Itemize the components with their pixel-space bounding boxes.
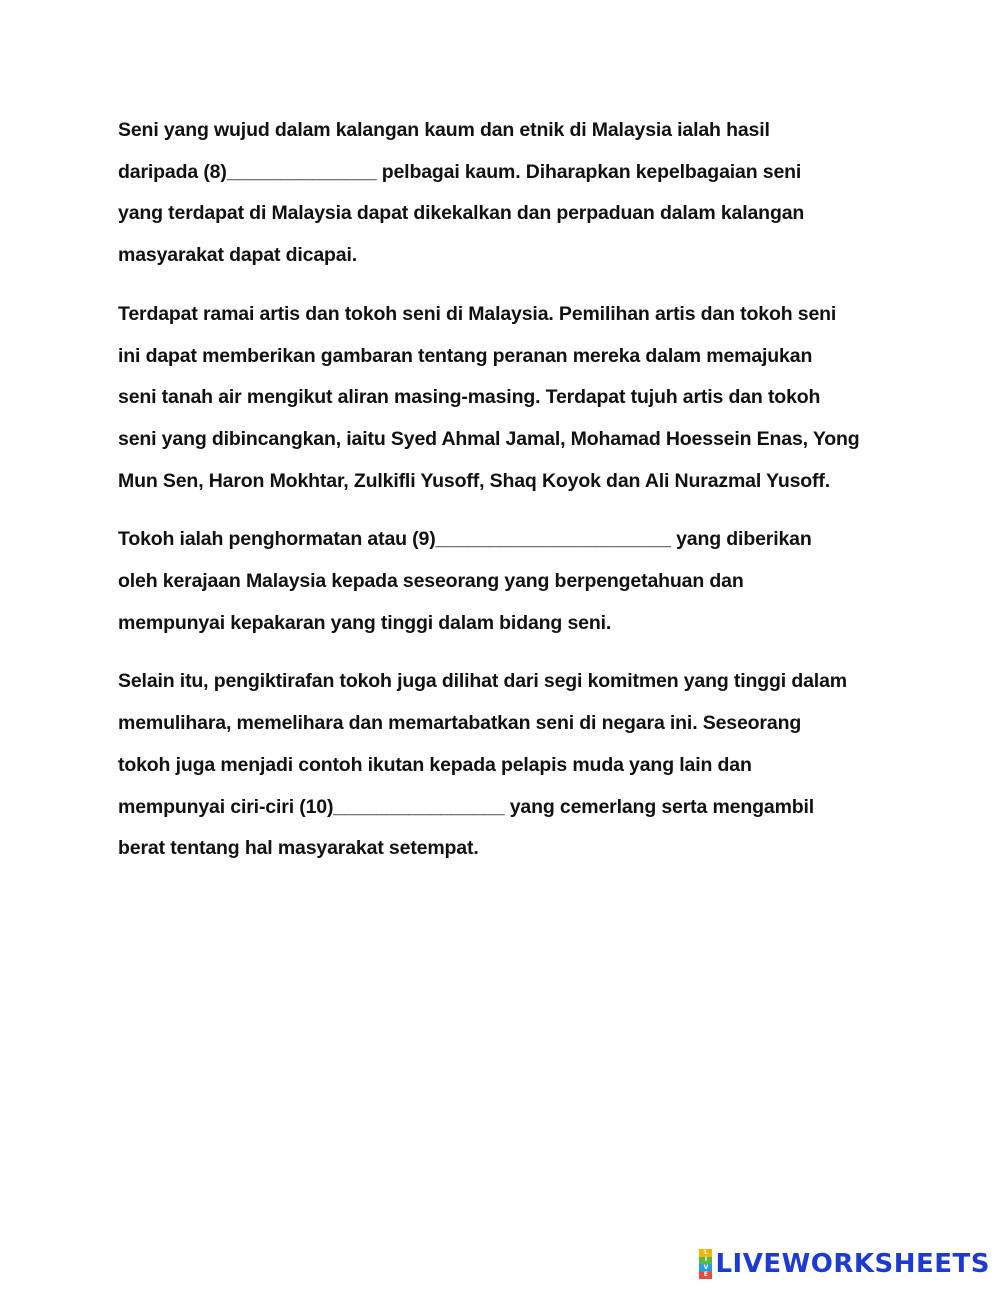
text-line: mempunyai kepakaran yang tinggi dalam bidang seni. bbox=[118, 611, 612, 634]
live-mark-icon bbox=[699, 1249, 712, 1279]
text-line: memulihara, memelihara dan memartabatkan seni di negara ini. Seseorang bbox=[118, 712, 802, 735]
text-line: Selain itu, pengiktirafan tokoh juga dilihat dari segi komitmen yang tinggi dalam bbox=[118, 670, 847, 693]
text-line: tokoh juga menjadi contoh ikutan kepada pelapis muda yang lain dan bbox=[118, 753, 752, 776]
text-line: yang terdapat di Malaysia dapat dikekalkan dan perpaduan dalam kalangan bbox=[118, 202, 805, 225]
text-line: berat tentang hal masyarakat setempat. bbox=[118, 837, 479, 860]
text-line: masyarakat dapat dicapai. bbox=[118, 244, 358, 267]
text-line: Seni yang wujud dalam kalangan kaum dan etnik di Malaysia ialah hasil bbox=[118, 119, 770, 141]
text-line: oleh kerajaan Malaysia kepada seseorang yang berpengetahuan dan bbox=[118, 570, 744, 593]
mark-letter-l: L bbox=[699, 1249, 712, 1257]
paragraph-2 bbox=[118, 294, 888, 503]
liveworksheets-logo bbox=[699, 1247, 990, 1281]
mark-letter-v: V bbox=[699, 1264, 712, 1272]
paragraph-1 bbox=[118, 110, 888, 277]
paragraph-4 bbox=[118, 661, 888, 870]
text-line: Terdapat ramai artis dan tokoh seni di Malaysia. Pemilihan artis dan tokoh seni bbox=[118, 302, 837, 325]
paragraph-3 bbox=[118, 519, 888, 644]
text-line: Mun Sen, Haron Mokhtar, Zulkifli Yusoff, Shaq Koyok dan Ali Nurazmal Yusoff. bbox=[118, 469, 831, 492]
text-line: ini dapat memberikan gambaran tentang peranan mereka dalam memajukan bbox=[118, 344, 813, 367]
logo-text: LIVEWORKSHEETS bbox=[715, 1249, 990, 1279]
text-line-with-blank-8[interactable]: daripada (8)______________ pelbagai kaum. Diharapkan kepelbagaian seni bbox=[118, 160, 802, 183]
text-line-with-blank-10[interactable]: mempunyai ciri-ciri (10)________________ yang cemerlang serta mengambil bbox=[118, 795, 815, 818]
mark-letter-i: I bbox=[699, 1257, 712, 1265]
text-line-with-blank-9[interactable]: Tokoh ialah penghormatan atau (9)______________________ yang diberikan bbox=[118, 528, 812, 551]
worksheet-body bbox=[118, 110, 888, 887]
text-line: seni tanah air mengikut aliran masing-masing. Terdapat tujuh artis dan tokoh bbox=[118, 386, 821, 409]
mark-letter-e: E bbox=[699, 1272, 712, 1280]
text-line: seni yang dibincangkan, iaitu Syed Ahmal Jamal, Mohamad Hoessein Enas, Yong bbox=[118, 427, 860, 450]
